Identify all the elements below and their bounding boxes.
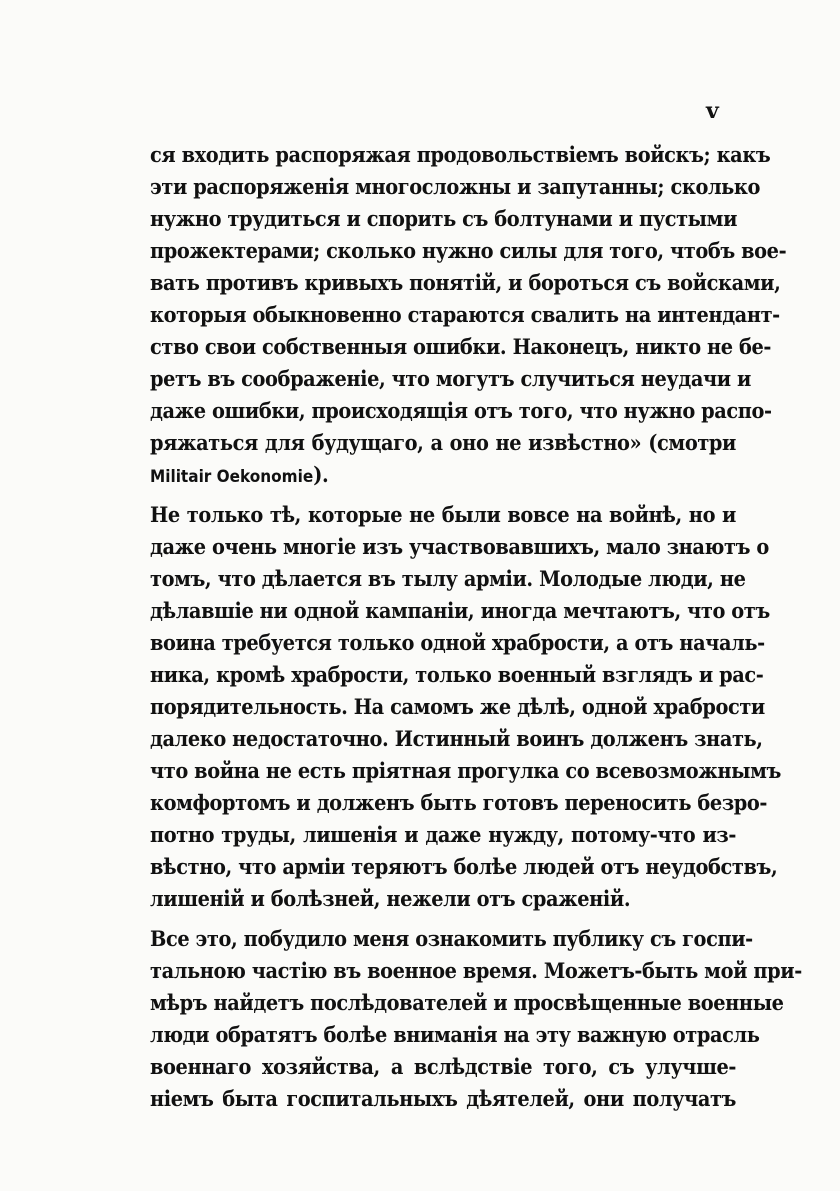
text-line: ретъ въ соображеніе, что могутъ случиться неудачи и — [150, 367, 751, 392]
text-line: порядительность. На самомъ же дѣлѣ, одной храбрости — [150, 695, 765, 720]
text-line: воина требуется только одной храбрости, а отъ началь- — [150, 631, 765, 656]
text-line: Все это, побудило меня ознакомить публику съ госпи- — [150, 927, 753, 952]
text-line: эти распоряженія многосложны и запутанны; сколько — [150, 175, 760, 200]
paragraph-1 — [150, 140, 787, 492]
text-line: даже ошибки, происходящія отъ того, что нужно распо- — [150, 399, 772, 424]
text-line: ство свои собственныя ошибки. Наконецъ, никто не бе- — [150, 335, 772, 360]
text-line: далеко недостаточно. Истинный воинъ долженъ знать, — [150, 727, 763, 752]
text-line: военнаго хозяйства, а вслѣдствіе того, съ улучше- — [150, 1055, 736, 1080]
body-text — [150, 140, 802, 1116]
text-line: ніемъ быта госпитальныхъ дѣятелей, они получатъ — [150, 1087, 736, 1112]
text-line: нужно трудиться и спорить съ болтунами и пустыми — [150, 207, 738, 232]
text-line: которыя обыкновенно стараются свалить на интендант- — [150, 303, 780, 328]
paragraph-2 — [150, 500, 781, 916]
text-line: потно труды, лишенія и даже нужду, потому-что из- — [150, 823, 736, 848]
source-title: Militair Oekonomie — [150, 467, 314, 487]
text-line: ся входить распоряжая продовольствіемъ войскъ; какъ — [150, 143, 771, 168]
text-line: Не только тѣ, которые не были вовсе на войнѣ, но и — [150, 503, 736, 528]
text-line: ряжаться для будущаго, а оно не извѣстно» (смотри — [150, 431, 736, 456]
text-line: тальною частію въ военное время. Можетъ-быть мой при- — [150, 959, 802, 984]
text-line: комфортомъ и долженъ быть готовъ переносить безро- — [150, 791, 768, 816]
text-line: прожектерами; сколько нужно силы для того, чтобъ вое- — [150, 239, 787, 264]
text-line: мѣръ найдетъ послѣдователей и просвѣщенные военные — [150, 991, 784, 1016]
text-line: вѣстно, что арміи теряютъ болѣе людей отъ неудобствъ, — [150, 855, 778, 880]
text-line: ника, кромѣ храбрости, только военный взглядъ и рас- — [150, 663, 764, 688]
text-line: лишеній и болѣзней, нежели отъ сраженій. — [150, 887, 631, 912]
paragraph-3 — [150, 924, 802, 1116]
text-line: дѣлавшіе ни одной кампаніи, иногда мечтаютъ, что отъ — [150, 599, 770, 624]
text-line: люди обратятъ болѣе вниманія на эту важную отрасль — [150, 1023, 760, 1048]
text-line: томъ, что дѣлается въ тылу арміи. Молодые люди, не — [150, 567, 746, 592]
text-line — [150, 460, 736, 492]
text-line: что война не есть пріятная прогулка со всевозможнымъ — [150, 759, 781, 784]
text-line: вать противъ кривыхъ понятій, и бороться съ войсками, — [150, 271, 781, 296]
page-number: v — [706, 98, 719, 124]
text-line: даже очень многіе изъ участвовавшихъ, мало знаютъ о — [150, 535, 769, 560]
text-line-suffix: ). — [313, 463, 329, 488]
